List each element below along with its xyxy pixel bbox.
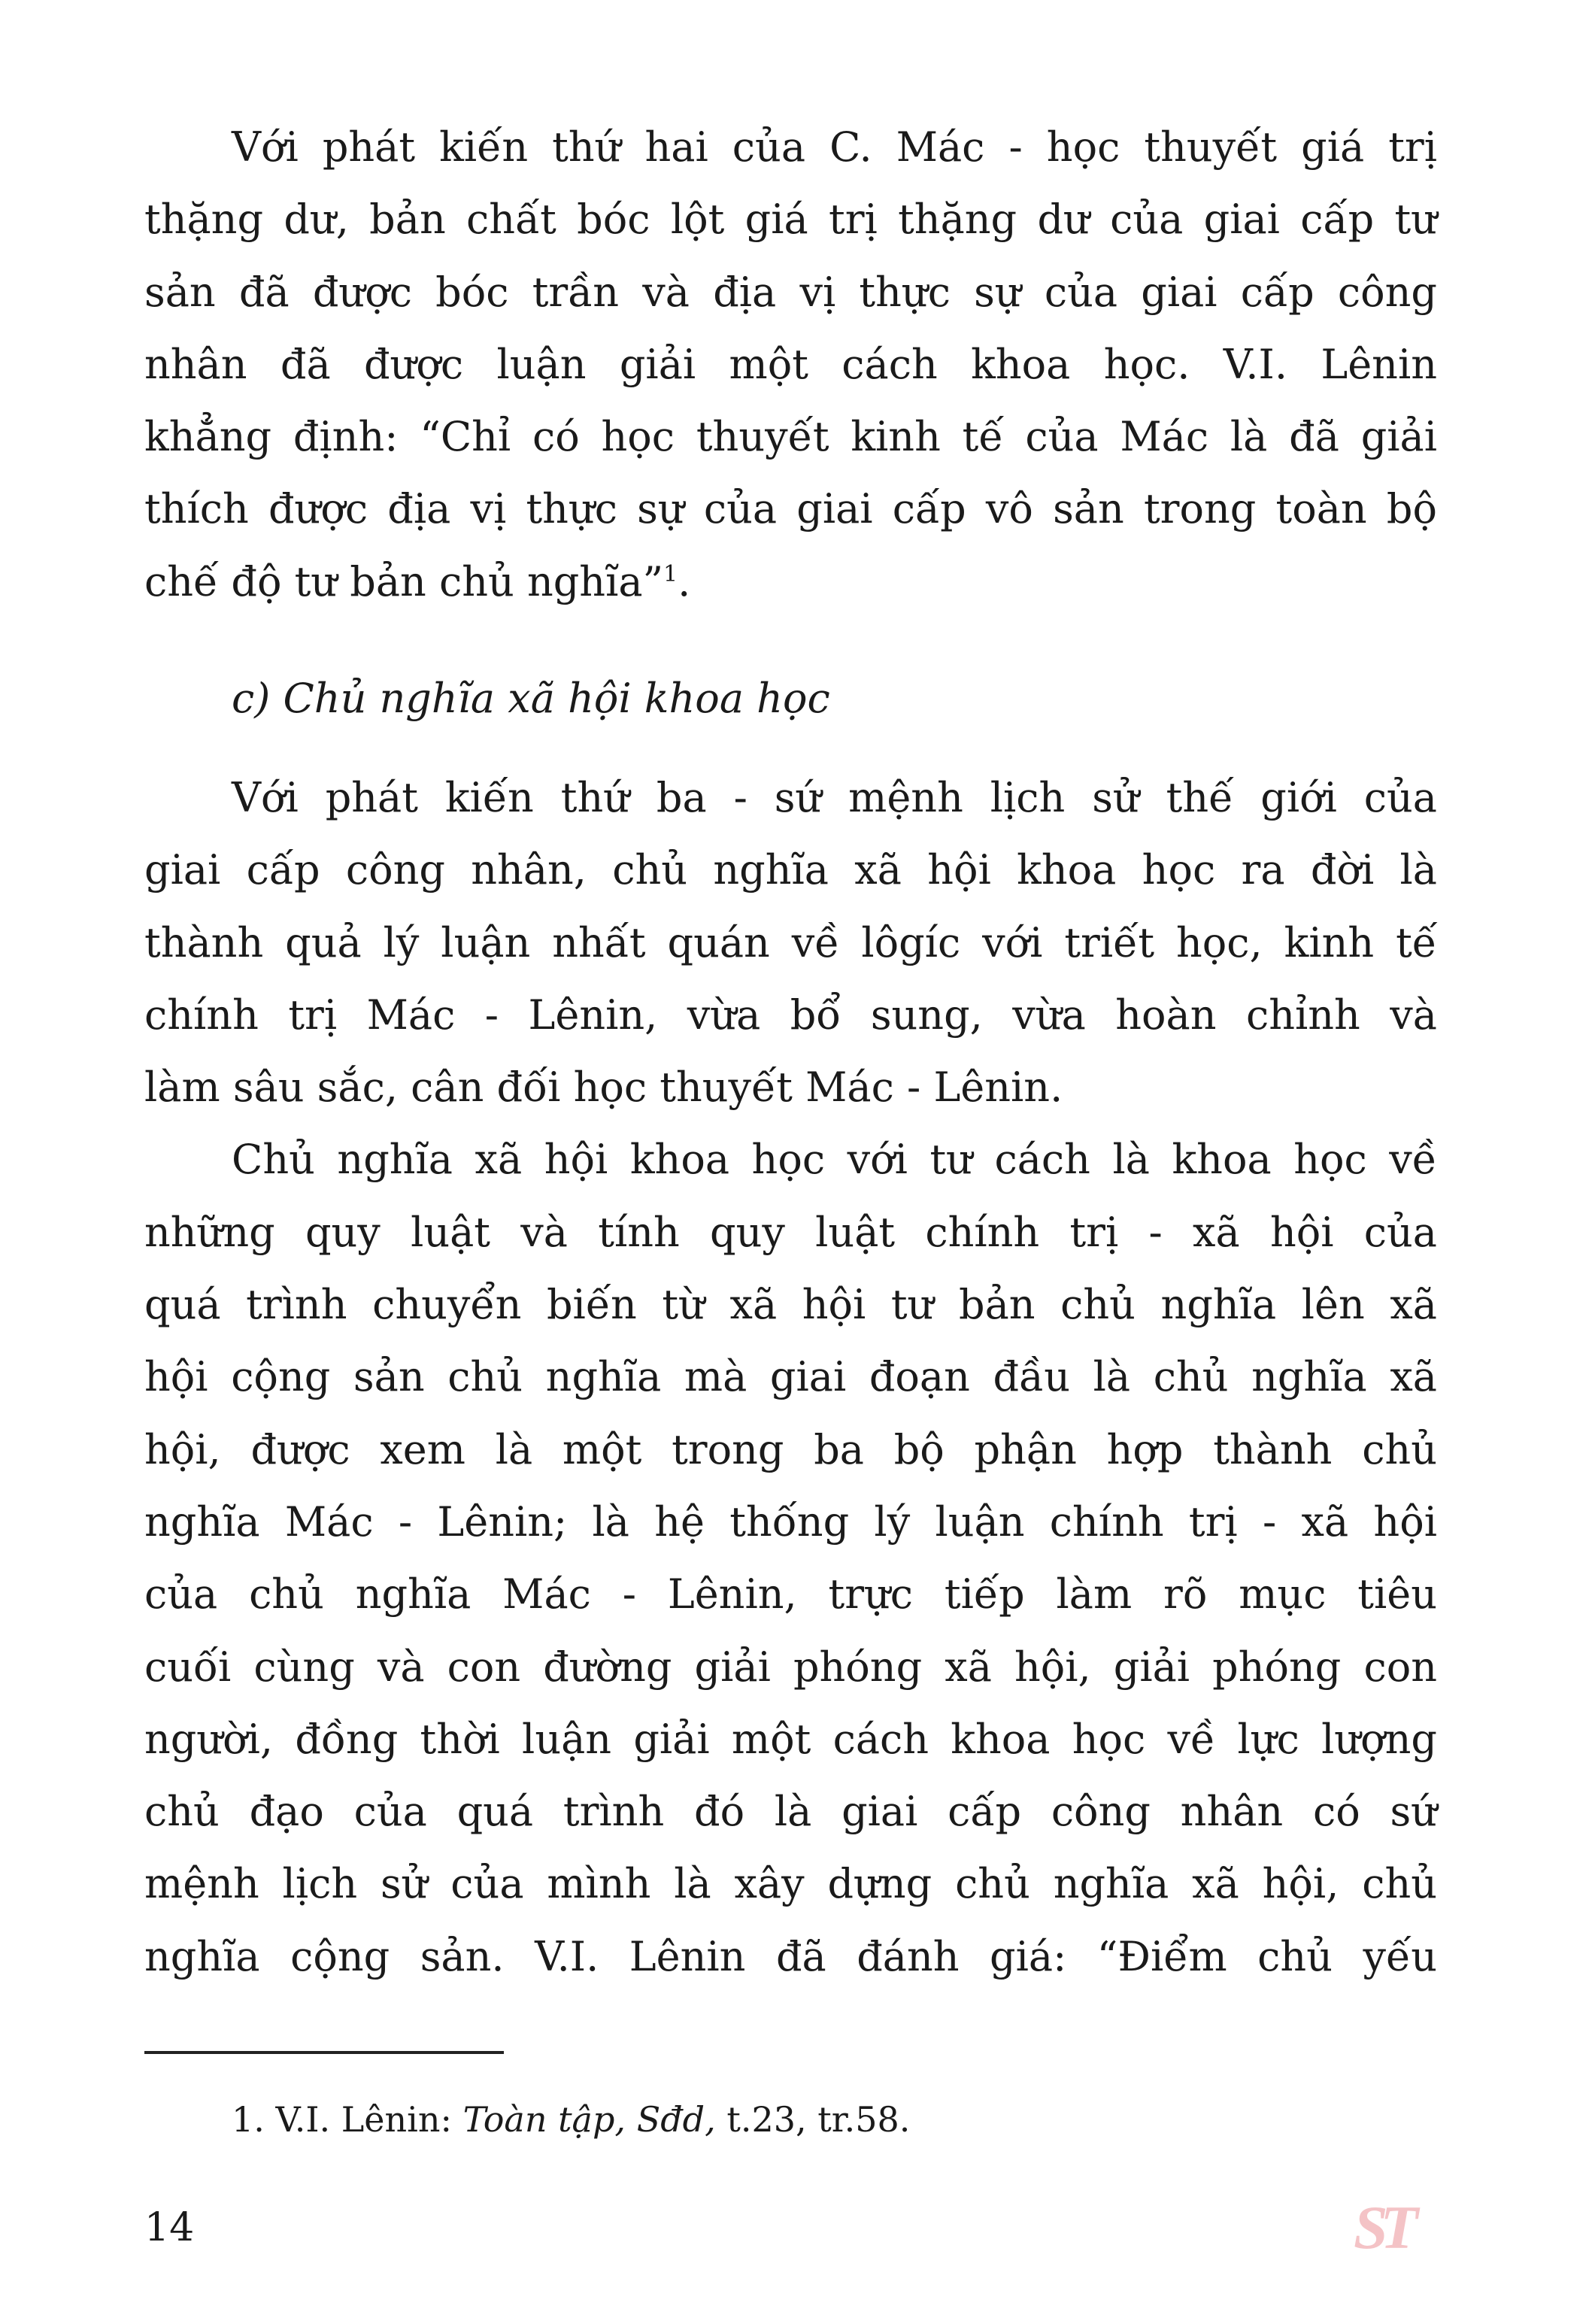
- text-line: hội, được xem là một trong ba bộ phận hợp thành chủ: [144, 1425, 1437, 1473]
- text-line: chủ đạo của quá trình đó là giai cấp công nhân có sứ: [144, 1788, 1437, 1836]
- text-line: thành quả lý luận nhất quán về lôgíc với triết học, kinh tế: [144, 918, 1437, 966]
- text-line: nghĩa Mác - Lênin; là hệ thống lý luận chính trị - xã hội: [144, 1497, 1437, 1546]
- text-line: những quy luật và tính quy luật chính trị - xã hội của: [144, 1208, 1437, 1256]
- sentence-end: .: [678, 557, 691, 605]
- text-line: Với phát kiến thứ ba - sứ mệnh lịch sử thế giới của: [232, 774, 1437, 821]
- footnote-title: Toàn tập,: [462, 2099, 626, 2140]
- text-line: chính trị Mác - Lênin, vừa bổ sung, vừa hoàn chỉnh và: [144, 991, 1437, 1039]
- footnote: [232, 2098, 910, 2140]
- text-line: cuối cùng và con đường giải phóng xã hội, giải phóng con: [144, 1643, 1437, 1691]
- footnote-reference[interactable]: 1: [663, 560, 678, 587]
- text-line: người, đồng thời luận giải một cách khoa học về lực lượng: [144, 1715, 1437, 1763]
- text-line: khẳng định: “Chỉ có học thuyết kinh tế của Mác là đã giải: [144, 413, 1437, 461]
- text-line: Chủ nghĩa xã hội khoa học với tư cách là khoa học về: [232, 1136, 1437, 1184]
- text-line-content: chế độ tư bản chủ nghĩa”: [144, 557, 664, 605]
- page-number: 14: [144, 2205, 195, 2250]
- text-line: hội cộng sản chủ nghĩa mà giai đoạn đầu là chủ nghĩa xã: [144, 1353, 1437, 1401]
- paragraph-2: [144, 762, 1437, 1993]
- text-line: [144, 546, 1437, 618]
- text-line: thích được địa vị thực sự của giai cấp vô sản trong toàn bộ: [144, 485, 1437, 533]
- text-line: mệnh lịch sử của mình là xây dựng chủ nghĩa xã hội, chủ: [144, 1860, 1437, 1908]
- text-line: thặng dư, bản chất bóc lột giá trị thặng dư của giai cấp tư: [144, 196, 1437, 244]
- footnote-author: V.I. Lênin:: [275, 2099, 452, 2140]
- footnote-location: t.23, tr.58.: [726, 2099, 911, 2140]
- text-line: quá trình chuyển biến từ xã hội tư bản chủ nghĩa lên xã: [144, 1281, 1437, 1329]
- paragraph-1: [144, 111, 1437, 618]
- text-line: của chủ nghĩa Mác - Lênin, trực tiếp làm rõ mục tiêu: [144, 1570, 1437, 1619]
- footnote-number: 1.: [232, 2099, 265, 2140]
- text-line: sản đã được bóc trần và địa vị thực sự của giai cấp công: [144, 268, 1437, 316]
- publisher-logo: ST: [1354, 2193, 1411, 2262]
- text-line: làm sâu sắc, cân đối học thuyết Mác - Lênin.: [144, 1063, 1063, 1112]
- text-line: giai cấp công nhân, chủ nghĩa xã hội khoa học ra đời là: [144, 846, 1437, 894]
- section-heading: c) Chủ nghĩa xã hội khoa học: [232, 675, 830, 722]
- footnote-divider: [144, 2051, 504, 2054]
- text-line: nhân đã được luận giải một cách khoa học. V.I. Lênin: [144, 340, 1437, 388]
- footnote-source: Sđd,: [636, 2099, 716, 2140]
- text-line: nghĩa cộng sản. V.I. Lênin đã đánh giá: “Điểm chủ yếu: [144, 1932, 1437, 1980]
- text-line: Với phát kiến thứ hai của C. Mác - học thuyết giá trị: [232, 123, 1437, 171]
